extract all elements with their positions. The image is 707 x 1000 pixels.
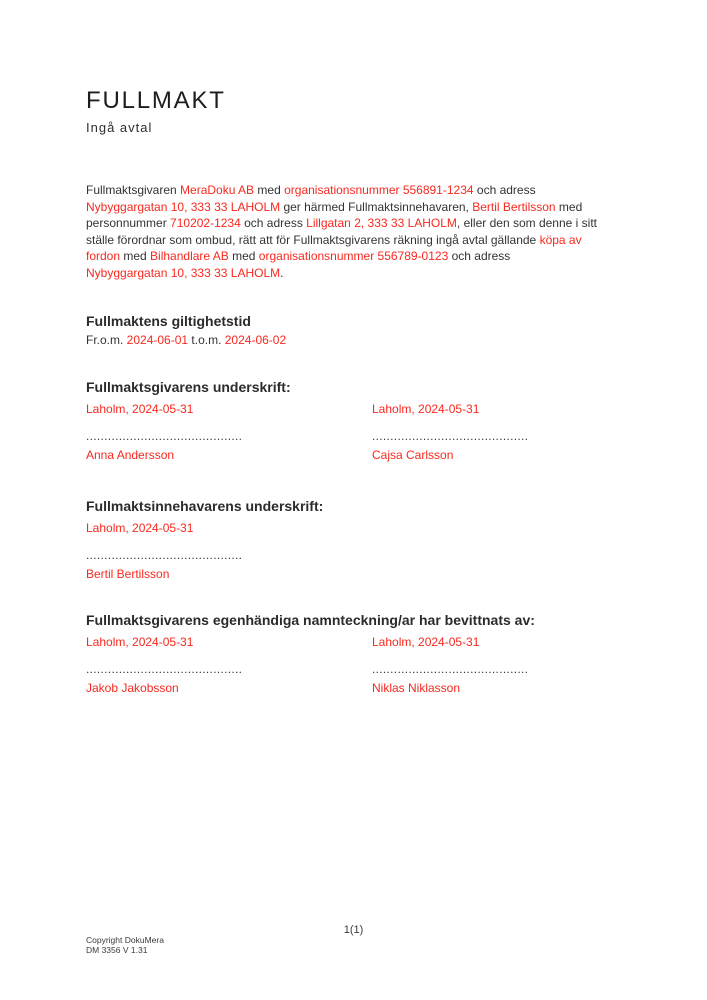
signature-dotted-line: ........................................... (86, 549, 243, 561)
principal-signature-heading: Fullmaktsgivarens underskrift: (86, 379, 291, 395)
signature-name: Cajsa Carlsson (372, 448, 454, 462)
validity-dates (86, 332, 286, 348)
signature-name: Anna Andersson (86, 448, 175, 462)
signature-block-witness-2 (372, 634, 621, 696)
paragraph-line (86, 199, 597, 216)
principal-signature-row (86, 401, 621, 471)
signature-block-holder (86, 520, 372, 582)
counterparty-org-number: organisationsnummer 556789-0123 (258, 249, 449, 264)
witnesses-heading: Fullmaktsgivarens egenhändiga namnteckning/ar har bevittnats av: (86, 612, 535, 628)
signature-name: Bertil Bertilsson (86, 567, 170, 581)
signature-place-date: Laholm, 2024-05-31 (372, 635, 480, 649)
text-segment: Fullmaktsgivaren (86, 183, 181, 197)
signature-name: Niklas Niklasson (372, 681, 461, 695)
text-segment: och adress (473, 183, 536, 197)
validity-from-date: 2024-06-01 (126, 333, 189, 347)
signature-dotted-line: ........................................... (372, 663, 529, 675)
validity-from-label: Fr.o.m. (86, 333, 127, 347)
paragraph-line (86, 248, 597, 265)
text-segment: ger härmed Fullmaktsinnehavaren, (280, 199, 469, 214)
holder-name: Bertil Bertilsson (468, 199, 556, 214)
principal-company-name: MeraDoku AB (180, 183, 255, 197)
body-paragraph (86, 182, 597, 282)
witnesses-signature-row (86, 634, 621, 704)
text-segment: med (555, 199, 583, 214)
validity-to-date: 2024-06-02 (224, 333, 287, 347)
signature-dotted-line: ........................................... (86, 663, 243, 675)
signature-block-principal-1 (86, 401, 372, 463)
document-title: FULLMAKT (86, 87, 226, 114)
holder-address: Lillgatan 2, 333 33 LAHOLM (306, 216, 457, 231)
holder-personal-number: 710202-1234 (170, 216, 241, 231)
signature-block-principal-2 (372, 401, 621, 463)
paragraph-line (86, 232, 597, 249)
signature-name: Jakob Jakobsson (86, 681, 179, 695)
text-segment: . (280, 265, 284, 280)
counterparty-company-name: Bilhandlare AB (150, 249, 229, 264)
text-segment: med (254, 183, 285, 197)
principal-org-number: organisationsnummer 556891-1234 (284, 183, 474, 197)
principal-address: Nybyggargatan 10, 333 33 LAHOLM (86, 199, 281, 214)
signature-place-date: Laholm, 2024-05-31 (372, 402, 480, 416)
footer-version: DM 3356 V 1.31 (86, 944, 148, 955)
mandate-purpose: köpa av (539, 232, 582, 247)
validity-to-label: t.o.m. (188, 333, 225, 347)
text-segment: med (228, 249, 259, 264)
holder-signature-row (86, 520, 621, 590)
holder-signature-heading: Fullmaktsinnehavarens underskrift: (86, 498, 324, 514)
text-segment: ställe förordnar som ombud, rätt att för Fullmaktsgivarens räkning ingå avtal gällande (86, 232, 540, 247)
signature-block-witness-1 (86, 634, 372, 696)
paragraph-line (86, 215, 597, 232)
text-segment: och adress (240, 216, 307, 231)
signature-place-date: Laholm, 2024-05-31 (86, 402, 194, 416)
text-segment: personnummer (86, 216, 171, 231)
text-segment: , eller den som denne i sitt (456, 216, 597, 231)
validity-heading: Fullmaktens giltighetstid (86, 313, 251, 329)
paragraph-line (86, 265, 597, 282)
signature-place-date: Laholm, 2024-05-31 (86, 635, 194, 649)
counterparty-address: Nybyggargatan 10, 333 33 LAHOLM (86, 265, 281, 280)
text-segment: och adress (448, 249, 511, 264)
paragraph-line (86, 182, 597, 199)
mandate-purpose: fordon (86, 249, 121, 264)
footer-copyright: Copyright DokuMera (86, 935, 164, 945)
signature-dotted-line: ........................................... (86, 430, 243, 442)
document-footer (86, 936, 164, 955)
document-subtitle: Ingå avtal (86, 120, 153, 135)
page-number: 1(1) (343, 924, 364, 936)
text-segment: med (120, 249, 151, 264)
signature-dotted-line: ........................................... (372, 430, 529, 442)
signature-place-date: Laholm, 2024-05-31 (86, 521, 194, 535)
